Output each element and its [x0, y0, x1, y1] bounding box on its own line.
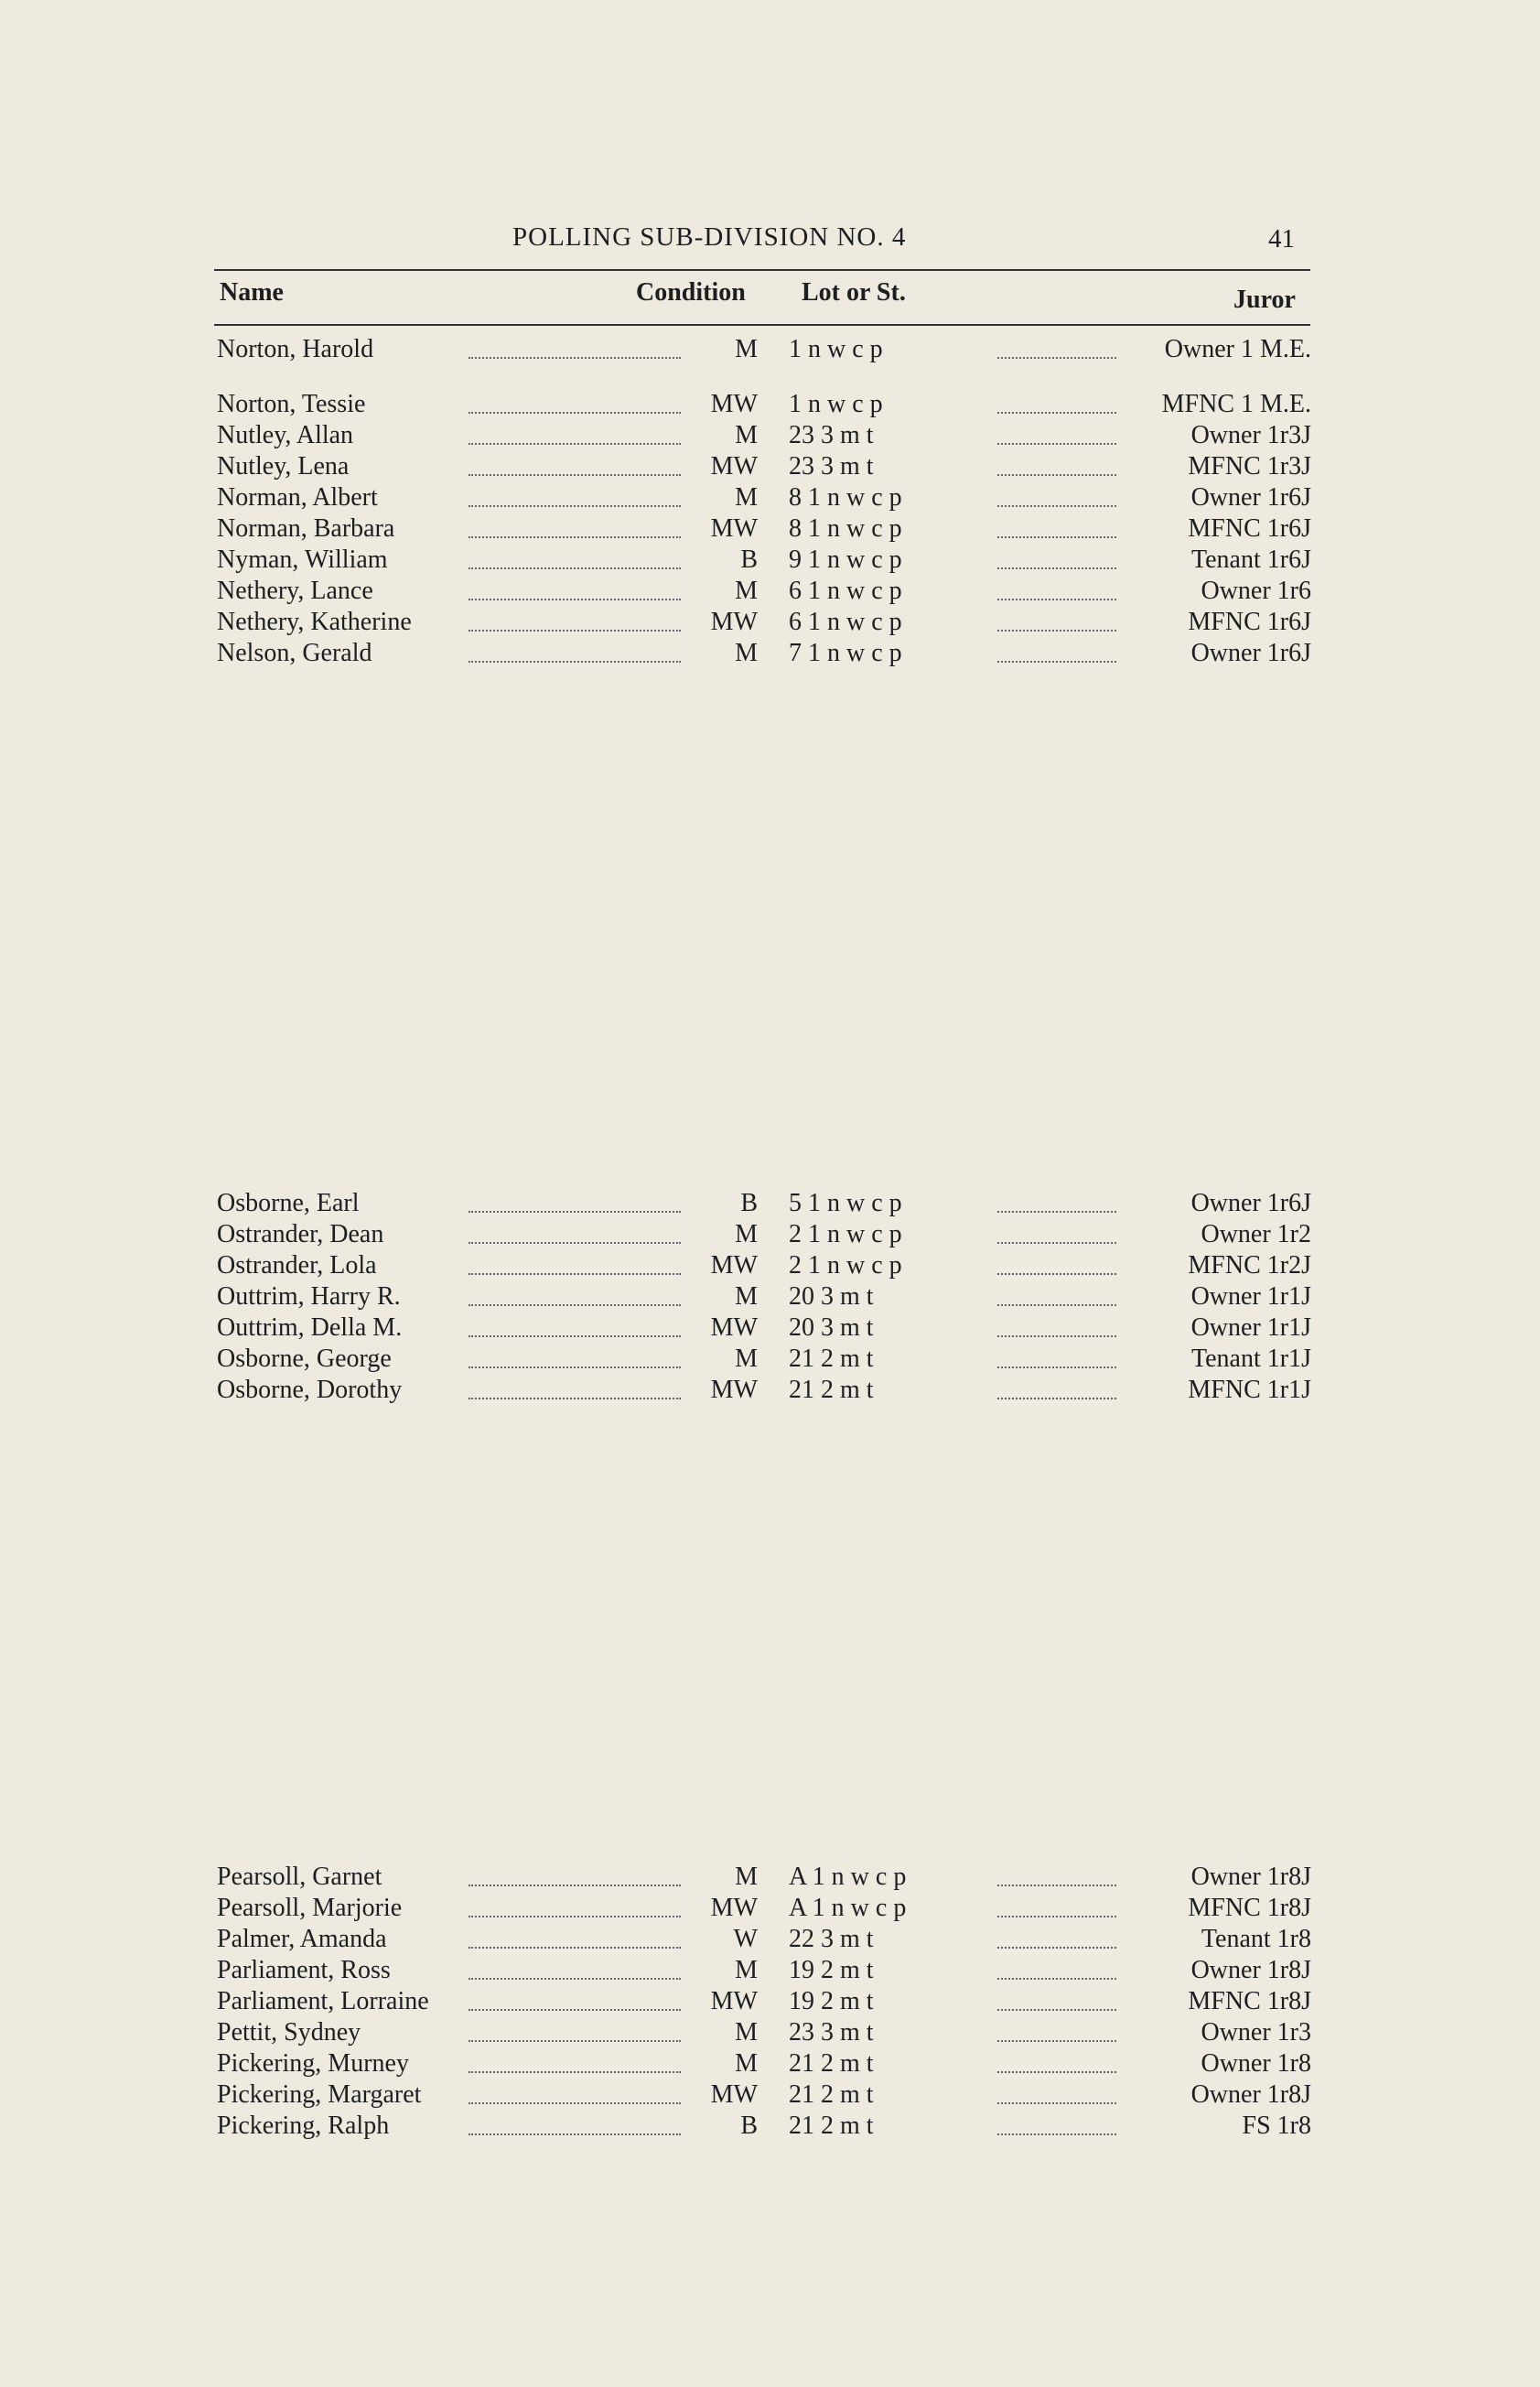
voter-juror: Owner 1r8J	[1190, 2080, 1311, 2109]
voter-condition: M	[735, 2018, 758, 2047]
section-p	[0, 1863, 1540, 2143]
voter-condition: B	[740, 545, 758, 574]
voter-condition: MW	[710, 452, 758, 481]
voter-juror: Tenant 1r1J	[1190, 1345, 1311, 1373]
voter-name: Parliament, Lorraine	[217, 1987, 429, 2015]
voter-lot: 19 2 m t	[789, 1956, 874, 1984]
table-row	[0, 608, 1540, 639]
voter-juror: Owner 1r8	[1201, 2049, 1311, 2078]
voter-juror: MFNC 1r3J	[1188, 452, 1311, 481]
section-n	[0, 390, 1540, 670]
section-n-first	[0, 335, 1540, 366]
voter-name: Pickering, Murney	[217, 2049, 409, 2078]
column-header-name: Name	[220, 278, 284, 307]
table-row	[0, 1220, 1540, 1251]
voter-name: Pearsoll, Garnet	[217, 1863, 382, 1891]
voter-name: Nutley, Lena	[217, 452, 350, 481]
voter-juror: Owner 1 M.E.	[1164, 335, 1311, 363]
voter-lot: 21 2 m t	[789, 2112, 874, 2140]
voter-lot: 21 2 m t	[789, 1345, 874, 1373]
voter-lot: 7 1 n w c p	[789, 639, 902, 667]
voter-juror: Owner 1r6J	[1190, 639, 1311, 667]
table-row	[0, 2080, 1540, 2112]
voter-juror: MFNC 1r6J	[1188, 514, 1311, 543]
voter-condition: MW	[710, 390, 758, 418]
voter-juror: Owner 1r6J	[1190, 483, 1311, 512]
table-row	[0, 514, 1540, 545]
voter-lot: 1 n w c p	[789, 335, 883, 363]
voter-name: Pearsoll, Marjorie	[217, 1894, 403, 1922]
voter-condition: M	[735, 1863, 758, 1891]
table-row	[0, 545, 1540, 577]
voter-name: Parliament, Ross	[217, 1956, 391, 1984]
voter-lot: 21 2 m t	[789, 2049, 874, 2078]
page-title: POLLING SUB-DIVISION NO. 4	[512, 222, 907, 252]
voter-condition: M	[735, 1282, 758, 1311]
voter-name: Outtrim, Della M.	[217, 1313, 403, 1342]
voter-condition: MW	[710, 1894, 758, 1922]
voter-juror: MFNC 1r2J	[1188, 1251, 1311, 1280]
voter-juror: Tenant 1r6J	[1190, 545, 1311, 574]
table-row	[0, 1863, 1540, 1894]
voter-condition: MW	[710, 2080, 758, 2109]
voter-juror: Tenant 1r8	[1201, 1925, 1311, 1953]
voter-lot: 23 3 m t	[789, 421, 874, 449]
voter-name: Palmer, Amanda	[217, 1925, 387, 1953]
voter-lot: 6 1 n w c p	[789, 608, 902, 636]
header-top-rule	[214, 269, 1310, 271]
voter-condition: M	[735, 1220, 758, 1248]
voter-juror: Owner 1r3J	[1190, 421, 1311, 449]
voter-condition: M	[735, 335, 758, 363]
table-row	[0, 452, 1540, 483]
voter-juror: Owner 1r1J	[1190, 1313, 1311, 1342]
voter-name: Norton, Tessie	[217, 390, 366, 418]
table-row	[0, 335, 1540, 366]
voter-name: Osborne, George	[217, 1345, 392, 1373]
table-row	[0, 2018, 1540, 2049]
voter-juror: MFNC 1 M.E.	[1161, 390, 1311, 418]
table-row	[0, 1956, 1540, 1987]
table-row	[0, 639, 1540, 670]
voter-condition: MW	[710, 608, 758, 636]
voter-condition: MW	[710, 514, 758, 543]
voter-name: Nethery, Katherine	[217, 608, 412, 636]
voter-condition: B	[740, 2112, 758, 2140]
voter-name: Pickering, Ralph	[217, 2112, 390, 2140]
voter-name: Ostrander, Dean	[217, 1220, 384, 1248]
voter-condition: M	[735, 421, 758, 449]
table-row	[0, 1925, 1540, 1956]
table-row	[0, 1313, 1540, 1345]
voter-condition: MW	[710, 1987, 758, 2015]
voter-lot: 19 2 m t	[789, 1987, 874, 2015]
table-row	[0, 1894, 1540, 1925]
table-row	[0, 1376, 1540, 1407]
voter-lot: 8 1 n w c p	[789, 514, 902, 543]
voter-condition: M	[735, 639, 758, 667]
voter-condition: M	[735, 2049, 758, 2078]
table-row	[0, 2049, 1540, 2080]
voter-lot: 8 1 n w c p	[789, 483, 902, 512]
voter-lot: 20 3 m t	[789, 1282, 874, 1311]
voter-juror: Owner 1r8J	[1190, 1863, 1311, 1891]
table-row	[0, 1282, 1540, 1313]
column-header-condition: Condition	[636, 278, 746, 307]
voter-condition: MW	[710, 1313, 758, 1342]
voter-name: Nelson, Gerald	[217, 639, 372, 667]
voter-lot: 23 3 m t	[789, 2018, 874, 2047]
voter-juror: Owner 1r6J	[1190, 1189, 1311, 1217]
voter-condition: B	[740, 1189, 758, 1217]
voter-lot: 2 1 n w c p	[789, 1220, 902, 1248]
voter-name: Norton, Harold	[217, 335, 374, 363]
voter-lot: 22 3 m t	[789, 1925, 874, 1953]
table-row	[0, 390, 1540, 421]
voter-name: Osborne, Dorothy	[217, 1376, 403, 1404]
voter-condition: W	[733, 1925, 758, 1953]
voter-juror: Owner 1r3	[1201, 2018, 1311, 2047]
voter-lot: 21 2 m t	[789, 2080, 874, 2109]
table-row	[0, 1189, 1540, 1220]
voter-name: Nyman, William	[217, 545, 388, 574]
voter-juror: Owner 1r8J	[1190, 1956, 1311, 1984]
voter-juror: MFNC 1r6J	[1188, 608, 1311, 636]
voter-lot: 23 3 m t	[789, 452, 874, 481]
voter-lot: 2 1 n w c p	[789, 1251, 902, 1280]
table-row	[0, 577, 1540, 608]
voter-juror: MFNC 1r8J	[1188, 1987, 1311, 2015]
voter-juror: Owner 1r1J	[1190, 1282, 1311, 1311]
voter-lot: 6 1 n w c p	[789, 577, 902, 605]
voter-condition: M	[735, 1956, 758, 1984]
voter-name: Outtrim, Harry R.	[217, 1282, 401, 1311]
voter-juror: Owner 1r2	[1201, 1220, 1311, 1248]
voter-juror: MFNC 1r1J	[1188, 1376, 1311, 1404]
voter-condition: MW	[710, 1376, 758, 1404]
voter-condition: M	[735, 483, 758, 512]
column-header-juror: Juror	[1233, 286, 1296, 314]
column-headers	[0, 275, 1540, 319]
table-row	[0, 421, 1540, 452]
table-row	[0, 2112, 1540, 2143]
voter-juror: MFNC 1r8J	[1188, 1894, 1311, 1922]
voter-name: Nutley, Allan	[217, 421, 354, 449]
voter-lot: 9 1 n w c p	[789, 545, 902, 574]
table-row	[0, 1345, 1540, 1376]
voter-name: Pickering, Margaret	[217, 2080, 422, 2109]
voter-juror: FS 1r8	[1242, 2112, 1311, 2140]
section-o	[0, 1189, 1540, 1407]
table-row	[0, 1987, 1540, 2018]
voter-name: Norman, Albert	[217, 483, 378, 512]
voter-lot: A 1 n w c p	[789, 1863, 907, 1891]
voter-name: Pettit, Sydney	[217, 2018, 361, 2047]
voter-name: Nethery, Lance	[217, 577, 373, 605]
header-bottom-rule	[214, 324, 1310, 326]
voter-name: Ostrander, Lola	[217, 1251, 377, 1280]
voter-condition: M	[735, 577, 758, 605]
voter-lot: A 1 n w c p	[789, 1894, 907, 1922]
voter-condition: M	[735, 1345, 758, 1373]
voter-name: Norman, Barbara	[217, 514, 395, 543]
voter-condition: MW	[710, 1251, 758, 1280]
voter-name: Osborne, Earl	[217, 1189, 360, 1217]
voter-lot: 5 1 n w c p	[789, 1189, 902, 1217]
voter-juror: Owner 1r6	[1201, 577, 1311, 605]
voter-lot: 1 n w c p	[789, 390, 883, 418]
page-header	[0, 222, 1540, 259]
table-row	[0, 1251, 1540, 1282]
voter-lot: 20 3 m t	[789, 1313, 874, 1342]
table-row	[0, 483, 1540, 514]
column-header-lot: Lot or St.	[802, 278, 906, 307]
voter-lot: 21 2 m t	[789, 1376, 874, 1404]
page-number: 41	[1268, 224, 1295, 254]
